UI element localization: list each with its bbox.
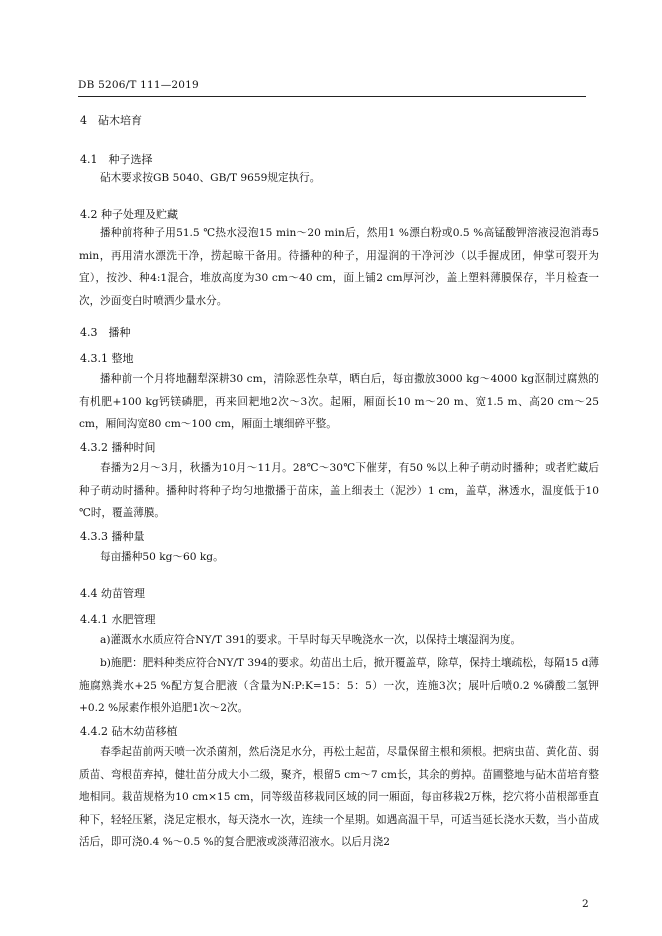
section-4-heading: 4 砧木培育 — [80, 114, 142, 127]
section-4-1-body: 砧木要求按GB 5040、GB/T 9659规定执行。 — [100, 172, 321, 184]
page-number: 2 — [582, 898, 589, 910]
section-4-3-2-heading: 4.3.2 播种时间 — [80, 441, 156, 454]
section-4-4-1-item-b: b)施肥：肥料种类应符合NY/T 394的要求。幼苗出土后，掀开覆盖草，除草，保持土壤疏松，每隔15 d薄施腐熟粪水+25 %配方复合肥液（含量为N:P:K=15：5：5）一次，连施3次；展叶后喷0.2 %磷酸二氢钾+0.2 %尿素作根外追肥1次～2次。 — [79, 657, 599, 714]
section-4-4-2-body: 春季起苗前两天喷一次杀菌剂，然后浇足水分，再松土起苗，尽量保留主根和须根。把病虫苗、黄化苗、弱质苗、弯根苗弃掉，健壮苗分成大小二级，聚齐，根留5 cm～7 cm长，其余的剪掉。苗圃整地与砧木苗培育整地相同。栽苗规格为10 cm×15 cm，同等级苗移栽同区域的同一厢面，每亩移栽2万株，挖穴将小苗根部垂直种下，轻轻压紧，浇足定根水，每天浇水一次，连续一个星期。如遇高温干旱，可适当延长浇水天数，当小苗成活后，即可浇0.4 %～0.5 %的复合肥液或淡薄沼液水。以后月浇2 — [79, 746, 599, 848]
section-4-4-2-heading: 4.4.2 砧木幼苗移植 — [80, 725, 178, 738]
section-4-3-1-heading: 4.3.1 整地 — [80, 352, 134, 365]
section-4-3-3-body: 每亩播种50 kg～60 kg。 — [100, 551, 224, 563]
section-4-3-3-heading: 4.3.3 播种量 — [80, 530, 145, 543]
section-4-2-body: 播种前将种子用51.5 ℃热水浸泡15 min～20 min后，然用1 %漂白粉或0.5 %高锰酸钾溶液浸泡消毒5 min，再用清水漂洗干净，捞起晾干备用。待播种的种子，用湿润的干净河沙（以手握成团，伸掌可裂开为宜），按沙、种4:1混合，堆放高度为30 cm～40 cm，面上铺2 cm厚河沙，盖上塑料薄膜保存，半月检查一次，沙面变白时喷洒少量水分。 — [79, 227, 599, 307]
section-4-3-2-body: 春播为2月～3月，秋播为10月～11月。28℃～30℃下催芽，有50 %以上种子萌动时播种；或者贮藏后种子萌动时播种。播种时将种子均匀地撒播于苗床，盖上细表土（泥沙）1 cm，盖草，淋透水，温度低于10 ℃时，覆盖薄膜。 — [79, 462, 599, 519]
section-4-3-1-body: 播种前一个月将地翻犁深耕30 cm，清除恶性杂草，晒白后，每亩撒放3000 kg～4000 kg沤制过腐熟的有机肥+100 kg钙镁磷肥，再来回耙地2次～3次。起厢，厢面长10 m～20 m、宽1.5 m、高20 cm～25 cm，厢间沟宽80 cm～100 cm，厢面土壤细碎平整。 — [79, 373, 599, 430]
section-4-1-heading: 4.1 种子选择 — [80, 153, 153, 166]
section-4-2-heading: 4.2 种子处理及贮藏 — [80, 208, 178, 221]
section-4-3-heading: 4.3 播种 — [80, 326, 131, 339]
standard-code-header: DB 5206/T 111—2019 — [78, 79, 199, 91]
section-4-4-heading: 4.4 幼苗管理 — [80, 587, 145, 600]
section-4-4-1-heading: 4.4.1 水肥管理 — [80, 613, 156, 626]
header-divider — [78, 96, 586, 97]
section-4-4-1-item-a: a)灌溉水水质应符合NY/T 391的要求。干旱时每天早晚浇水一次，以保持土壤湿润为度。 — [100, 634, 522, 646]
